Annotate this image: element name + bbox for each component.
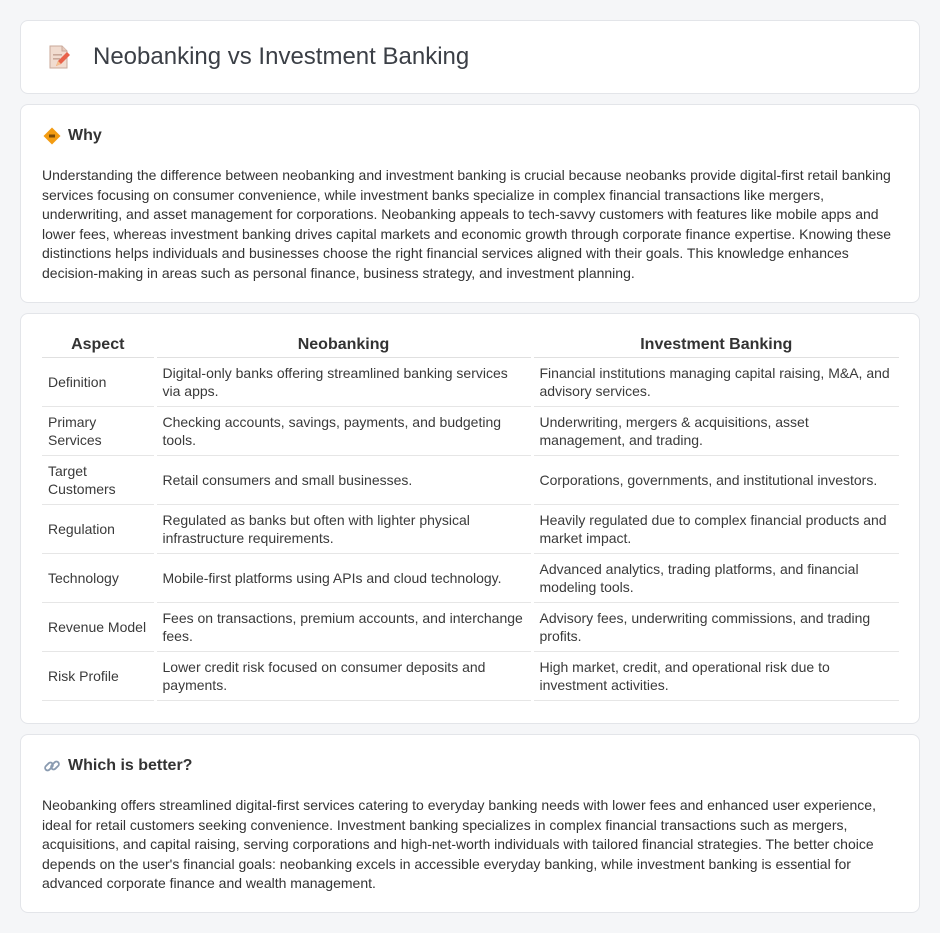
table-row <box>42 504 899 553</box>
row-aspect: Primary Services <box>42 406 155 455</box>
row-neobanking: Mobile-first platforms using APIs and cloud technology. <box>155 553 532 602</box>
row-neobanking: Retail consumers and small businesses. <box>155 455 532 504</box>
diamond-sign-icon <box>43 127 61 145</box>
row-investment-banking: High market, credit, and operational risk due to investment activities. <box>532 651 899 700</box>
header-aspect: Aspect <box>42 336 155 357</box>
table-row <box>42 406 899 455</box>
row-neobanking: Digital-only banks offering streamlined banking services via apps. <box>155 357 532 406</box>
comparison-table <box>42 336 899 701</box>
better-heading: Which is better? <box>68 757 193 774</box>
row-investment-banking: Advanced analytics, trading platforms, and financial modeling tools. <box>532 553 899 602</box>
row-neobanking: Fees on transactions, premium accounts, and interchange fees. <box>155 602 532 651</box>
table-row <box>42 602 899 651</box>
why-text: Understanding the difference between neobanking and investment banking is crucial because neobanks provide digital-first retail banking services focusing on consumer convenience, while investment banks specialize in complex financial transactions like mergers, underwriting, and asset management for corporations. Neobanking appeals to tech-savvy customers with features like mobile apps and lower fees, whereas investment banking drives capital markets and economic growth through corporate finance expertise. Knowing these distinctions helps individuals and businesses choose the right financial services aligned with their goals. This knowledge enhances decision-making in areas such as personal finance, business strategy, and investment planning. <box>42 167 892 281</box>
row-aspect: Risk Profile <box>42 651 155 700</box>
comparison-section <box>20 313 920 724</box>
row-aspect: Revenue Model <box>42 602 155 651</box>
row-neobanking: Checking accounts, savings, payments, and budgeting tools. <box>155 406 532 455</box>
row-aspect: Target Customers <box>42 455 155 504</box>
row-investment-banking: Financial institutions managing capital raising, M&A, and advisory services. <box>532 357 899 406</box>
better-text: Neobanking offers streamlined digital-first services catering to everyday banking needs with lower fees and enhanced user experience, ideal for retail customers seeking convenience. Investment banking specializes in complex financial transactions such as mergers, acquisitions, and capital raising, serving corporations and high-net-worth individuals with tailored financial strategies. The better choice depends on the user's financial goals: neobanking excels in accessible everyday banking, while investment banking is essential for advanced corporate finance and wealth management. <box>42 797 876 891</box>
header-card <box>20 20 920 94</box>
why-heading: Why <box>68 127 102 144</box>
which-is-better-section <box>20 734 920 913</box>
row-investment-banking: Advisory fees, underwriting commissions, and trading profits. <box>532 602 899 651</box>
why-section <box>20 104 920 303</box>
table-row <box>42 553 899 602</box>
link-icon <box>43 757 61 775</box>
row-aspect: Regulation <box>42 504 155 553</box>
row-aspect: Definition <box>42 357 155 406</box>
header-neobanking: Neobanking <box>155 336 532 357</box>
table-header-row <box>42 336 899 357</box>
row-investment-banking: Underwriting, mergers & acquisitions, asset management, and trading. <box>532 406 899 455</box>
table-row <box>42 455 899 504</box>
row-neobanking: Lower credit risk focused on consumer deposits and payments. <box>155 651 532 700</box>
row-aspect: Technology <box>42 553 155 602</box>
table-row <box>42 357 899 406</box>
page-title: Neobanking vs Investment Banking <box>93 43 470 70</box>
header-investment-banking: Investment Banking <box>532 336 899 357</box>
row-neobanking: Regulated as banks but often with lighter physical infrastructure requirements. <box>155 504 532 553</box>
table-row <box>42 651 899 700</box>
row-investment-banking: Corporations, governments, and institutional investors. <box>532 455 899 504</box>
document-pencil-icon <box>47 44 71 70</box>
row-investment-banking: Heavily regulated due to complex financial products and market impact. <box>532 504 899 553</box>
